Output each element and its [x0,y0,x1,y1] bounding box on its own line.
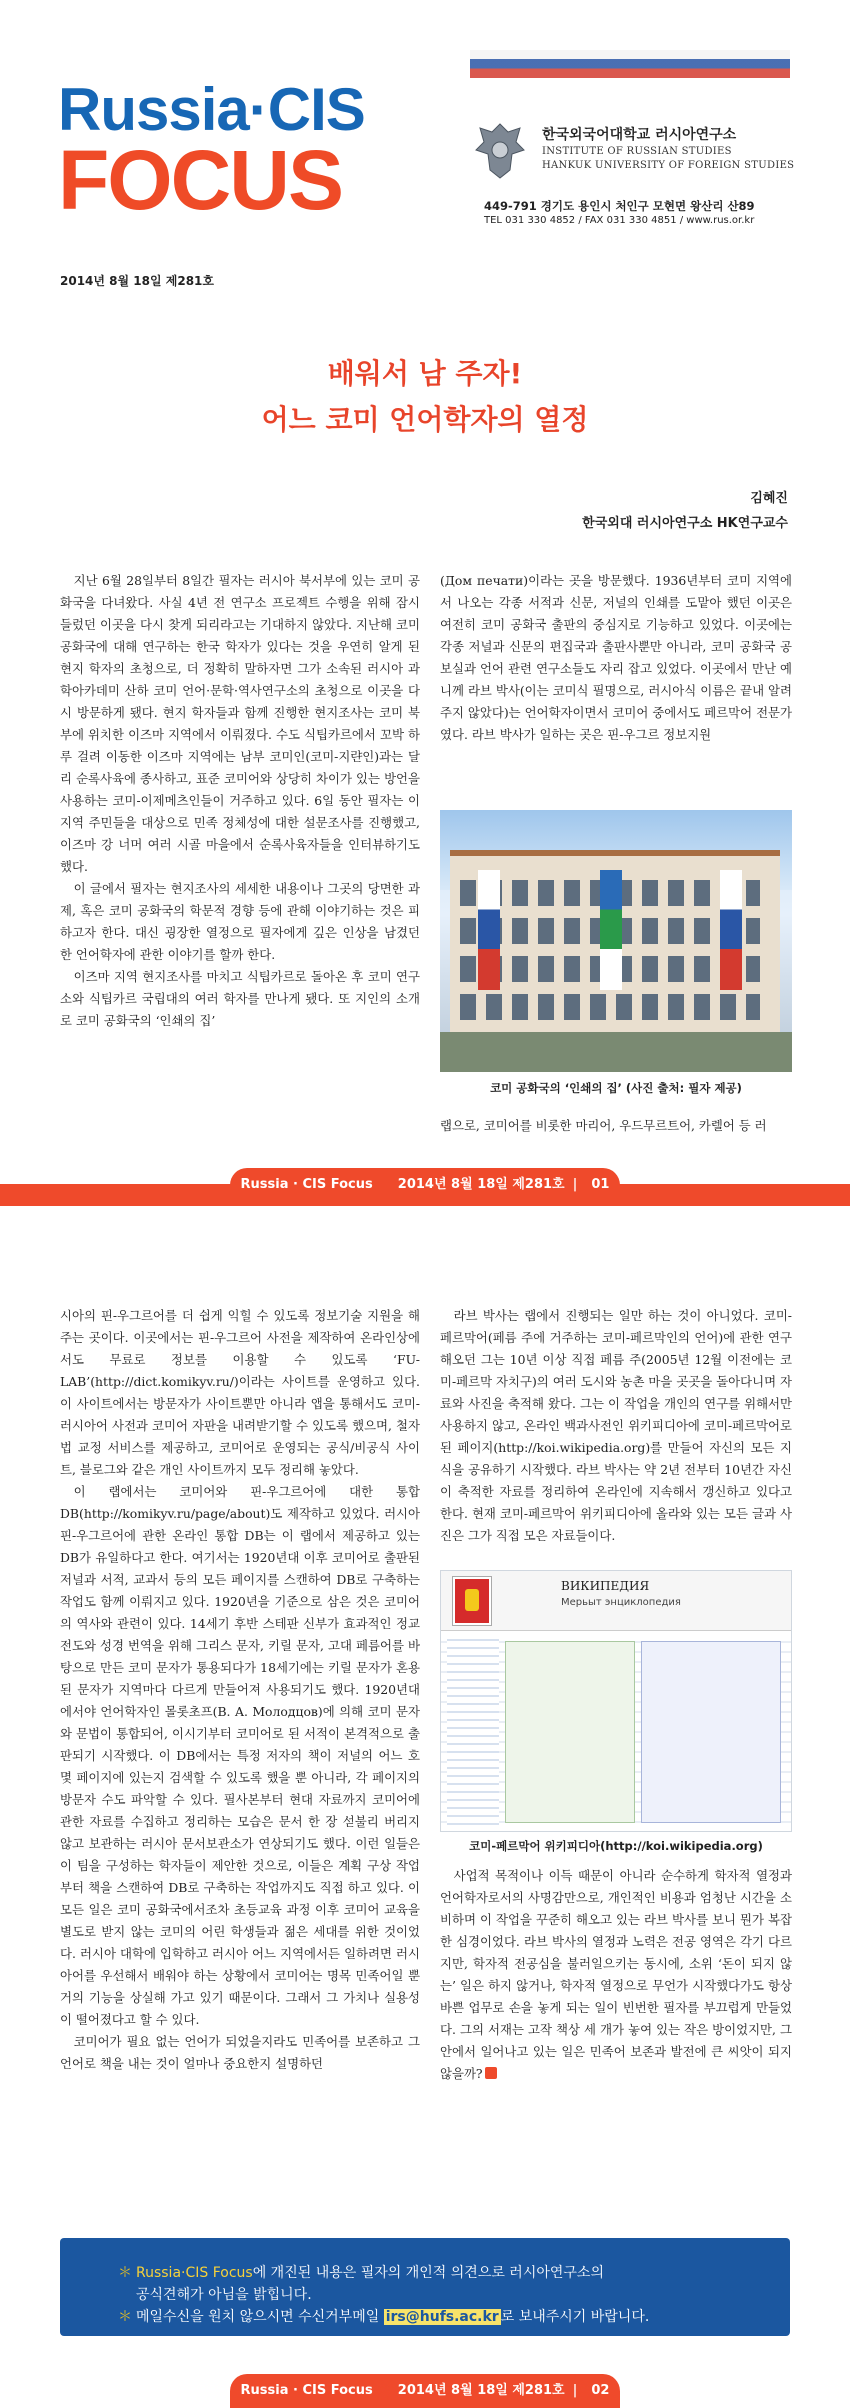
page2-right-column-continued [440,1865,792,2085]
page2-left-column [60,1305,420,2075]
page2-footer: Russia · CIS Focus 2014년 8월 18일 제281호 | 02 [240,2383,610,2398]
institute-name-en: INSTITUTE OF RUSSIAN STUDIES [542,146,732,157]
notice-unsubscribe-tail: 로 보내주시기 바랍니다. [500,2309,650,2325]
komi-permyak-flag-icon [453,1577,491,1625]
author-name: 김혜진 [750,491,788,506]
printing-house-photo [440,810,792,1072]
paragraph: 라브 박사는 랩에서 진행되는 일만 하는 것이 아니었다. 코미-페르막어(페름 주에 거주하는 코미-페르막인의 언어)에 관한 연구해오던 그는 10년 이상 직접 페름 주(2005년 12월 이전에는 코미-페르막 자치구)의 여러 도시와 농촌 마을 곳곳을 돌아다니며 자료와 사진을 축적해 왔다. 그는 이 작업을 개인의 연구를 위해서만 사용하지 않고, 온라인 백과사전인 위키피디아에 코미-페르막어로 된 페이지(http://koi.wikipedia.org)를 만들어 자신의 모든 지식을 공유하기 시작했다. 라브 박사는 약 2년 전부터 10년간 자신이 축적한 자료를 정리하여 온라인에 지속해서 갱신하고 있다고 한다. 현재 코미-페르막어 위키피디아에 올라와 있는 모든 글과 사진은 그가 직접 모은 자료들이다. [440,1308,792,1543]
institute-block [472,108,802,226]
unsubscribe-email-link[interactable]: irs@hufs.ac.kr [385,2309,499,2325]
footer-brand: Russia · CIS Focus [240,1177,373,1192]
wiki-featured-panel [505,1641,635,1823]
footer-issue: 2014년 8월 18일 제281호 [397,2383,565,2398]
paragraph: 이 글에서 필자는 현지조사의 세세한 내용이나 그곳의 당면한 과제, 혹은 코미 공화국의 학문적 경향 등에 관해 이야기하는 것은 피하고자 한다. 대신 굉장한 열정으로 필자에게 깊은 인상을 남겼던 한 언어학자에 관한 이야기를 할까 한다. [60,881,420,962]
page1-left-column [60,570,420,1032]
footer-page-number: 01 [591,1177,610,1192]
author-affiliation: 한국외대 러시아연구소 HK연구교수 [582,516,788,531]
wiki-sidebar [447,1633,499,1829]
logo-focus: FOCUS [58,133,342,227]
footer-brand: Russia · CIS Focus [240,2383,373,2398]
university-name-en: HANKUK UNIVERSITY OF FOREIGN STUDIES [542,160,795,171]
article-title-line2: 어느 코미 언어학자의 열정 [261,403,589,436]
notice-brand: Russia·CIS Focus [136,2265,253,2281]
paragraph [440,1865,792,2085]
flag-icon [478,870,500,990]
page-2 [0,1235,850,2408]
wikipedia-screenshot [440,1570,792,1832]
flag-icon [600,870,622,990]
photo-caption: 코미 공화국의 ‘인쇄의 집’ (사진 출처: 필자 제공) [490,1081,742,1095]
page2-right-column [440,1305,792,1547]
bullet-star-icon: ＊ [118,2265,132,2281]
page1-right-column-continued [440,1115,792,1137]
institute-name-kr: 한국외국어대학교 러시아연구소 [542,127,737,143]
notice-unsubscribe-text: 메일수신을 원치 않으시면 수신거부메일 [136,2309,380,2325]
paragraph: 이즈마 지역 현지조사를 마치고 식팁카르로 돌아온 후 코미 연구소와 식팁카르 국립대의 여러 학자를 만나게 됐다. 또 지인의 소개로 코미 공화국의 ‘인쇄의 집’ [60,969,420,1028]
page1-right-column [440,570,792,746]
paragraph: (Дом печати)이라는 곳을 방문했다. 1936년부터 코미 지역에서 나오는 각종 서적과 신문, 저널의 인쇄를 도맡아 했던 이곳은 여전히 코미 공화국 출판의 중심지로 기능하고 있었다. 이곳에는 각종 저널과 신문의 편집국과 출판사뿐만 아니라, 코미 공화국 공보실과 언어 관련 연구소들도 자리 잡고 있었다. 이곳에서 만난 예니께 라브 박사(이는 코미식 필명으로, 러시아식 이름은 끝내 알려주지 않았다)는 언어학자이면서 코미어 중에서도 페르막어 전문가였다. 라브 박사가 일하는 곳은 핀-우그르 정보지원 [440,573,792,742]
institute-contact: TEL 031 330 4852 / FAX 031 330 4851 / www.rus.or.kr [484,215,755,226]
paragraph: 지난 6월 28일부터 8일간 필자는 러시아 북서부에 있는 코미 공화국을 다녀왔다. 사실 4년 전 연구소 프로젝트 수행을 위해 잠시 들렀던 이곳을 다시 찾게 되리라고는 기대하지 않았다. 지난해 코미 공화국에 대해 연구하는 한국 학자가 있다는 것을 우연히 알게 된 현지 학자의 초청으로, 더 정확히 말하자면 그가 소속된 러시아 과학아카데미 산하 코미 언어·문학·역사연구소의 초청으로 이곳을 다시 방문하게 됐다. 현지 학자들과 함께 진행한 현지조사는 코미 북부에 위치한 이즈마 지역에서 이뤄졌다. 수도 식팁카르에서 꼬박 하루 걸려 이동한 이즈마 지역에는 남부 코미인(코미-지랸인)과는 달리 순록사육에 종사하고, 표준 코미어와 상당히 차이가 있는 방언을 사용하는 코미-이제메츠인들이 거주하고 있다. 6일 동안 필자는 이 지역 주민들을 대상으로 민족 정체성에 대한 설문조사를 진행했고, 이즈마 강 너머 여러 시골 마을에서 순록사육자들을 인터뷰하기도 했다. [60,573,420,874]
end-mark-icon [485,2067,497,2079]
paragraph-text: 사업적 목적이나 이득 때문이 아니라 순수하게 학자적 열정과 언어학자로서의 사명감만으로, 개인적인 비용과 엄청난 시간을 소비하며 이 작업을 꾸준히 해오고 있는 라브 박사를 보니 뭔가 복잡한 심경이었다. 라브 박사의 열정과 노력은 전공 영역은 각기 다르지만, 학자적 전공심을 불러일으키는 동시에, 소위 ‘돈이 되지 않는’ 일은 하지 않거나, 학자적 열정으로 무언가 시작했다가도 항상 바쁜 업무로 손을 놓게 되는 일이 빈번한 필자를 부끄럽게 만들었다. 그의 서재는 고작 책상 세 개가 놓여 있는 작은 방이었지만, 그 안에서 일어나고 있는 일은 민족어 보존과 발전에 큰 씨앗이 되지 않을까? [440,1868,792,2081]
bullet-star-icon: ＊ [118,2309,132,2325]
article-title-line1: 배워서 남 주자! [327,357,523,390]
notice-text: 에 개진된 내용은 필자의 개인적 의견으로 러시아연구소의 [252,2265,604,2281]
paragraph: 랩으로, 코미어를 비롯한 마리어, 우드무르트어, 카렐어 등 러 [440,1118,767,1133]
footer-issue: 2014년 8월 18일 제281호 [397,1177,565,1192]
issue-date: 2014년 8월 18일 제281호 [60,274,214,288]
notice-text-continued: 공식견해가 아님을 밝힙니다. [136,2287,312,2303]
institute-address: 449-791 경기도 용인시 처인구 모현면 왕산리 산89 [484,199,755,213]
footer-page-number: 02 [591,2383,610,2398]
paragraph: 코미어가 필요 없는 언어가 되었을지라도 민족어를 보존하고 그 언어로 책을 내는 것이 얼마나 중요한지 설명하던 [60,2034,420,2071]
paragraph: 시아의 핀-우그르어를 더 쉽게 익힐 수 있도록 정보기술 지원을 해주는 곳이다. 이곳에서는 핀-우그르어 사전을 제작하여 온라인상에서도 무료로 정보를 이용할 수 있도록 ‘FU-LAB’(http://dict.komikyv.ru/)이라는 사이트를 운영하고 있다. 이 사이트에서는 방문자가 사이트뿐만 아니라 앱을 통해서도 코미-러시아어 사전과 코미어 자판을 내려받기할 수 있도록 했으며, 철자법 교정 서비스를 제공하고, 코미어로 운영되는 공식/비공식 사이트, 블로그와 같은 개인 사이트까지 모두 정리해 놓았다. [60,1308,420,1477]
tricolor-banner [470,50,790,78]
logo-russia-cis: Russia·CIS [58,76,365,143]
wiki-news-panel [641,1641,781,1823]
wiki-logo-text: ВИКИПЕДИЯ [561,1579,650,1593]
masthead-logo [58,76,428,260]
photo-caption: 코미-페르막어 위키피디아(http://koi.wikipedia.org) [469,1839,763,1853]
page1-footer: Russia · CIS Focus 2014년 8월 18일 제281호 | 01 [240,1177,610,1192]
eagle-crest-icon [472,120,528,182]
paragraph: 이 랩에서는 코미어와 핀-우그르어에 대한 통합 DB(http://komikyv.ru/page/about)도 제작하고 있었다. 러시아 핀-우그르어에 관한 온라인 통합 DB는 이 랩에서 제공하고 있는 DB가 유일하다고 한다. 여기서는 1920년대 이후 코미어로 출판된 저널과 서적, 교과서 등의 모든 페이지를 스캔하여 DB로 구축하는 작업도 함께 이뤄지고 있다. 1920년을 기준으로 삼은 것은 코미어의 역사와 관련이 있다. 14세기 후반 스테판 신부가 효과적인 정교 전도와 성경 번역을 위해 그리스 문자, 키릴 문자, 고대 페름어를 바탕으로 만든 코미 문자가 통용되다가 18세기에는 키릴 문자가 혼용된 문자가 지역마다 다르게 만들어져 사용되기도 했다. 1920년대에서야 언어학자인 몰롯초프(B. A. Молодцов)에 의해 코미 문자와 문법이 통합되어, 이시기부터 코미어로 된 서적이 본격적으로 출판되기 시작했다. 이 DB에서는 특정 저자의 책이 저널의 어느 호 몇 페이지에 있는지 검색할 수 있도록 했을 뿐 아니라, 각 페이지의 방문자 수도 파악할 수 있다. 필사본부터 현대 자료까지 코미어에 관한 자료를 수집하고 정리하는 모습은 문서 한 장 섣불리 버리지 않고 보관하는 러시아 문서보관소가 연상되기도 했다. 이런 일들은 이 팀을 구성하는 학자들이 제안한 것으로, 이들은 계획 구상 작업부터 책을 스캔하여 DB로 구축하는 작업까지도 직접 하고 있다. 이 모든 일은 코미 공화국에서조차 초등교육 과정 이후 코미어 교육을 별도로 받지 않는 코미의 어린 학생들과 젊은 세대를 위한 것이었다. 러시아 대학에 입학하고 러시아 어느 지역에서든 일하려면 러시아어를 우선해서 배워야 하는 상황에서 코미어는 명목 민족어일 뿐 거의 기능을 상실해 가고 있기 때문이다. 그래서 그 가치나 실용성이 떨어졌다고 할 수 있다. [60,1484,420,2027]
wiki-tagline: Мерьыт энциклопедия [561,1597,681,1608]
flag-icon [720,870,742,990]
disclaimer-notice [60,2238,790,2336]
